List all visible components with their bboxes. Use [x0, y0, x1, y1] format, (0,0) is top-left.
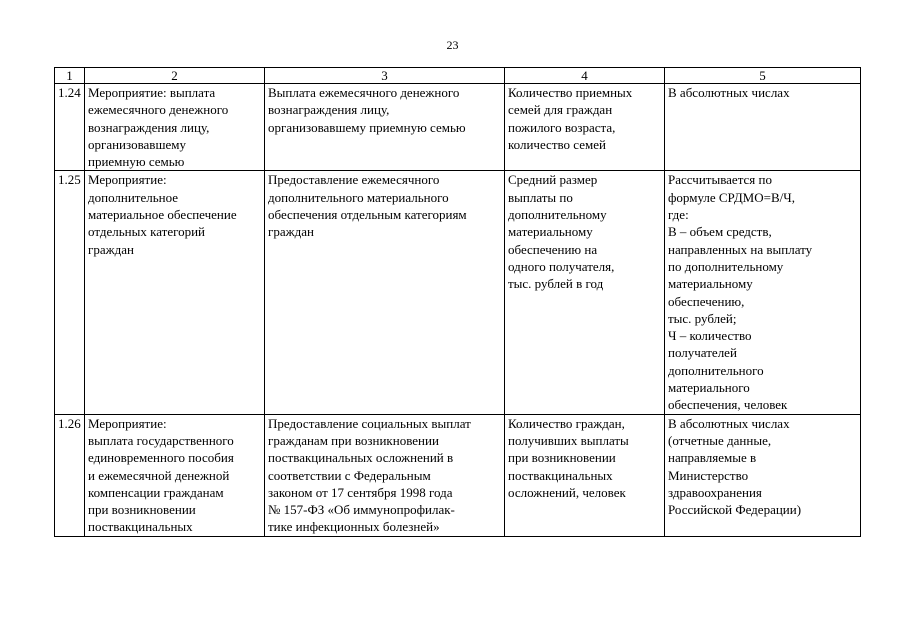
row-number: 1.24: [55, 84, 85, 171]
cell-line: тыс. рублей;: [668, 310, 737, 326]
cell-line: Мероприятие: выплата: [88, 85, 216, 100]
description-cell: [265, 171, 505, 414]
table-row: [55, 84, 861, 171]
cell-line: и ежемесячной денежной: [88, 467, 230, 483]
cell-line: тыс. рублей в год: [508, 276, 604, 292]
page-number: 23: [446, 38, 459, 52]
header-cell: 2: [85, 68, 265, 84]
cell-line: В абсолютных числах: [668, 415, 790, 431]
cell-line: вознаграждения лицу,: [268, 102, 390, 118]
cell-line: формуле СРДМО=В/Ч,: [668, 189, 795, 205]
event-cell: [85, 171, 265, 414]
table-row: [55, 171, 861, 414]
cell-line: граждан: [268, 224, 314, 240]
cell-line: Количество приемных: [508, 85, 633, 100]
table-header-row: [55, 68, 861, 84]
cell-line: материальному: [668, 276, 753, 292]
cell-line: Предоставление социальных выплат: [268, 415, 471, 431]
description-cell: [265, 84, 505, 171]
event-cell: [85, 414, 265, 536]
indicator-cell: [505, 171, 665, 414]
cell-line: по дополнительному: [668, 258, 784, 274]
calculation-cell: [665, 414, 861, 536]
header-cell: 4: [505, 68, 665, 84]
cell-line: материальное обеспечение: [88, 207, 237, 223]
cell-line: обеспечению,: [668, 293, 745, 309]
header-cell: 3: [265, 68, 505, 84]
cell-line: направленных на выплату: [668, 241, 813, 257]
cell-line: организовавшему приемную семью: [268, 119, 466, 135]
cell-line: поствакцинальных: [88, 519, 193, 535]
row-number: 1.26: [55, 414, 85, 536]
cell-line: дополнительного материального: [268, 189, 449, 205]
cell-line: граждан: [88, 241, 134, 257]
table-row: [55, 414, 861, 536]
cell-line: Ч – количество: [668, 328, 752, 344]
cell-line: тике инфекционных болезней»: [268, 519, 440, 535]
description-cell: [265, 414, 505, 536]
header-cell: 1: [55, 68, 85, 84]
cell-line: Российской Федерации): [668, 502, 802, 518]
calculation-cell: [665, 171, 861, 414]
cell-line: осложнений, человек: [508, 484, 626, 500]
cell-line: поствакцинальных: [508, 467, 613, 483]
cell-line: Мероприятие:: [88, 415, 167, 431]
cell-line: Выплата ежемесячного денежного: [268, 85, 460, 100]
cell-line: семей для граждан: [508, 102, 613, 118]
indicator-table: [54, 67, 861, 537]
cell-line: организовавшему: [88, 136, 186, 152]
calculation-cell: [665, 84, 861, 171]
cell-line: при возникновении: [508, 450, 616, 466]
cell-line: выплата государственного: [88, 432, 234, 448]
cell-line: В – объем средств,: [668, 224, 772, 240]
cell-line: единовременного пособия: [88, 450, 234, 466]
cell-line: соответствии с Федеральным: [268, 467, 431, 483]
event-cell: [85, 84, 265, 171]
header-cell: 5: [665, 68, 861, 84]
cell-line: поствакцинальных осложнений в: [268, 450, 454, 466]
cell-line: № 157-ФЗ «Об иммунопрофилак-: [268, 502, 455, 518]
cell-line: выплаты по: [508, 189, 573, 205]
cell-line: при возникновении: [88, 502, 196, 518]
cell-line: получивших выплаты: [508, 432, 629, 448]
cell-line: обеспечению на: [508, 241, 598, 257]
cell-line: Предоставление ежемесячного: [268, 172, 440, 188]
cell-line: отдельных категорий: [88, 224, 206, 240]
cell-line: количество семей: [508, 136, 606, 152]
indicator-cell: [505, 84, 665, 171]
cell-line: компенсации гражданам: [88, 484, 224, 500]
cell-line: Министерство: [668, 467, 749, 483]
cell-line: одного получателя,: [508, 258, 615, 274]
cell-line: материальному: [508, 224, 593, 240]
cell-line: дополнительное: [88, 189, 179, 205]
cell-line: приемную семью: [88, 154, 185, 170]
cell-line: гражданам при возникновении: [268, 432, 439, 448]
cell-line: здравоохранения: [668, 484, 762, 500]
cell-line: пожилого возраста,: [508, 119, 616, 135]
cell-line: Средний размер: [508, 172, 598, 188]
cell-line: Рассчитывается по: [668, 172, 772, 188]
cell-line: обеспечения отдельным категориям: [268, 207, 467, 223]
cell-line: обеспечения, человек: [668, 397, 788, 413]
row-number: 1.25: [55, 171, 85, 414]
cell-line: получателей: [668, 345, 737, 361]
cell-line: ежемесячного денежного: [88, 102, 229, 118]
cell-line: направляемые в: [668, 450, 757, 466]
cell-line: вознаграждения лицу,: [88, 119, 210, 135]
cell-line: (отчетные данные,: [668, 432, 772, 448]
cell-line: дополнительного: [668, 362, 764, 378]
cell-line: материального: [668, 380, 750, 396]
cell-line: Мероприятие:: [88, 172, 167, 188]
cell-line: В абсолютных числах: [668, 85, 790, 100]
cell-line: дополнительному: [508, 207, 607, 223]
cell-line: где:: [668, 207, 689, 223]
indicator-cell: [505, 414, 665, 536]
cell-line: Количество граждан,: [508, 415, 625, 431]
cell-line: законом от 17 сентября 1998 года: [268, 484, 453, 500]
